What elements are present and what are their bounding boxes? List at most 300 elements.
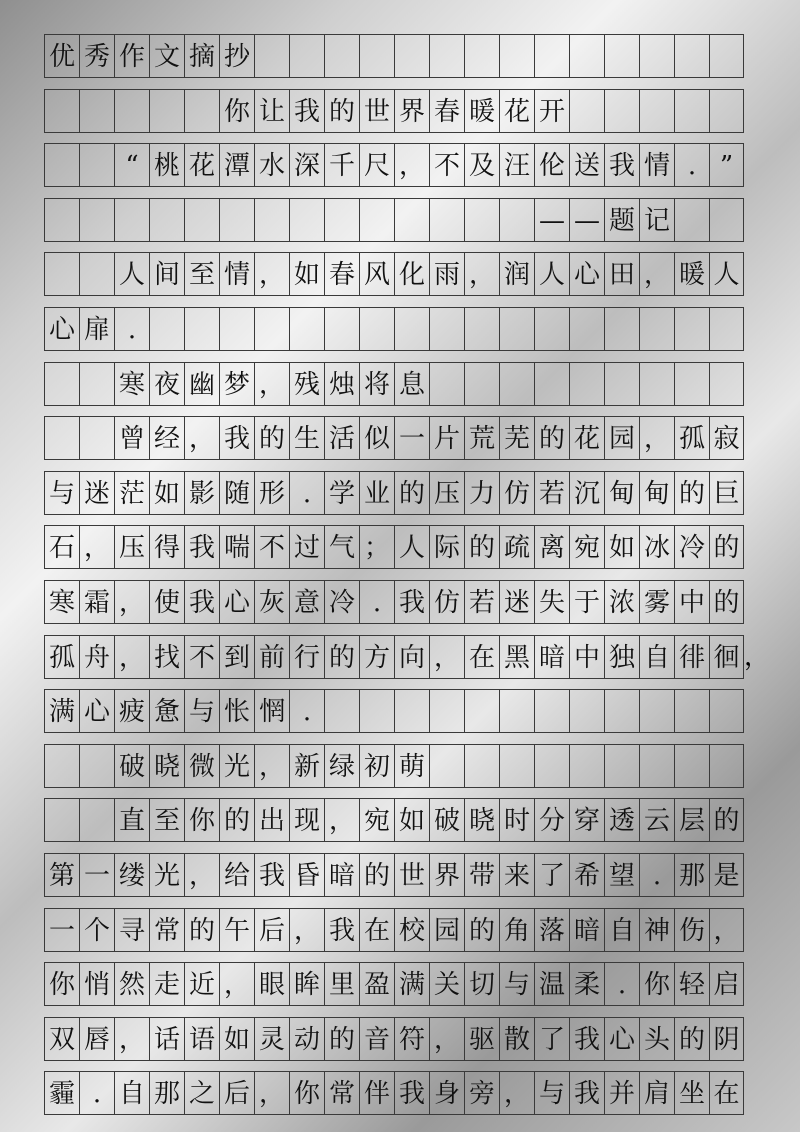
grid-cell: 学: [324, 471, 359, 515]
grid-cell: 息: [394, 362, 429, 406]
grid-cell: 开: [534, 89, 569, 133]
grid-row: [44, 798, 744, 842]
grid-cell: 暗: [534, 635, 569, 679]
grid-cell: [569, 34, 604, 78]
grid-cell: 我: [184, 580, 219, 624]
grid-cell: 云: [639, 798, 674, 842]
grid-cell: ，: [464, 252, 499, 296]
grid-cell: [114, 89, 149, 133]
grid-cell: [534, 689, 569, 733]
grid-cell: 春: [324, 252, 359, 296]
grid-cell: ，: [114, 635, 149, 679]
grid-cell: 之: [184, 1071, 219, 1115]
grid-cell: [604, 34, 639, 78]
grid-cell: .: [604, 962, 639, 1006]
grid-cell: 晓: [149, 744, 184, 788]
grid-cell: 失: [534, 580, 569, 624]
grid-cell: 荒: [464, 416, 499, 460]
grid-cell: [289, 34, 324, 78]
grid-row: [44, 252, 744, 296]
grid-cell: 甸: [604, 471, 639, 515]
grid-cell: 我: [394, 1071, 429, 1115]
grid-cell: 找: [149, 635, 184, 679]
grid-row: [44, 1071, 744, 1115]
grid-cell: 使: [149, 580, 184, 624]
grid-cell: [639, 362, 674, 406]
grid-cell: 人: [114, 252, 149, 296]
grid-cell: 得: [149, 525, 184, 569]
grid-cell: [499, 362, 534, 406]
grid-cell: [639, 89, 674, 133]
grid-cell: 如: [219, 1017, 254, 1061]
grid-cell: 仿: [499, 471, 534, 515]
grid-cell: ，: [184, 416, 219, 460]
grid-cell: 动: [289, 1017, 324, 1061]
grid-row: [44, 307, 744, 351]
grid-cell: 在: [464, 635, 499, 679]
grid-cell: [324, 198, 359, 242]
grid-cell: 压: [429, 471, 464, 515]
grid-cell: ，: [429, 1017, 464, 1061]
grid-cell: [464, 689, 499, 733]
grid-cell: ，: [254, 744, 289, 788]
grid-cell: 的: [219, 798, 254, 842]
grid-cell: 意: [289, 580, 324, 624]
grid-cell: 现: [289, 798, 324, 842]
grid-cell: 冰: [639, 525, 674, 569]
grid-cell: 层: [674, 798, 709, 842]
grid-cell: ，: [429, 635, 464, 679]
grid-cell: 时: [499, 798, 534, 842]
grid-cell: 语: [184, 1017, 219, 1061]
grid-cell: 至: [149, 798, 184, 842]
grid-cell: [44, 798, 79, 842]
grid-cell: 中: [569, 635, 604, 679]
grid-cell: [254, 198, 289, 242]
grid-cell: 界: [429, 853, 464, 897]
grid-cell: [44, 143, 79, 187]
grid-cell: ，: [394, 143, 429, 187]
grid-cell: 灵: [254, 1017, 289, 1061]
grid-cell: [674, 198, 709, 242]
grid-cell: [79, 252, 114, 296]
grid-cell: .: [639, 853, 674, 897]
grid-cell: [324, 34, 359, 78]
grid-cell: [219, 307, 254, 351]
grid-cell: 你: [639, 962, 674, 1006]
grid-cell: 满: [394, 962, 429, 1006]
grid-cell: 风: [359, 252, 394, 296]
grid-cell: [79, 198, 114, 242]
grid-cell: [499, 689, 534, 733]
grid-cell: ，: [79, 525, 114, 569]
grid-cell: 如: [604, 525, 639, 569]
grid-cell: 片: [429, 416, 464, 460]
grid-cell: ，: [219, 962, 254, 1006]
grid-cell: 千: [324, 143, 359, 187]
grid-cell: 伴: [359, 1071, 394, 1115]
grid-cell: 茫: [114, 471, 149, 515]
grid-cell: 暗: [324, 853, 359, 897]
grid-cell: [709, 362, 744, 406]
grid-cell: 你: [289, 1071, 324, 1115]
grid-cell: [429, 307, 464, 351]
grid-cell: .: [114, 307, 149, 351]
grid-row: [44, 89, 744, 133]
grid-cell: 旁: [464, 1071, 499, 1115]
grid-cell: 我: [604, 143, 639, 187]
grid-cell: 田: [604, 252, 639, 296]
grid-cell: 甸: [639, 471, 674, 515]
grid-cell: 不: [429, 143, 464, 187]
grid-cell: [464, 362, 499, 406]
grid-cell: 世: [394, 853, 429, 897]
grid-cell: 作: [114, 34, 149, 78]
grid-cell: 霜: [79, 580, 114, 624]
grid-cell: 悄: [79, 962, 114, 1006]
grid-cell: 巨: [709, 471, 744, 515]
grid-cell: 独: [604, 635, 639, 679]
grid-cell: [79, 143, 114, 187]
grid-cell: 寒: [44, 580, 79, 624]
grid-row: [44, 635, 771, 679]
grid-cell: 不: [254, 525, 289, 569]
grid-row: [44, 908, 744, 952]
grid-cell: [429, 362, 464, 406]
grid-row: [44, 471, 744, 515]
grid-cell: 烛: [324, 362, 359, 406]
grid-cell: 如: [149, 471, 184, 515]
grid-cell: ，: [709, 908, 744, 952]
grid-cell: 轻: [674, 962, 709, 1006]
grid-cell: 在: [359, 908, 394, 952]
grid-cell: 的: [709, 798, 744, 842]
grid-cell: 温: [534, 962, 569, 1006]
grid-cell: 孤: [674, 416, 709, 460]
grid-cell: 来: [499, 853, 534, 897]
grid-cell: 幽: [184, 362, 219, 406]
grid-cell: 花: [184, 143, 219, 187]
grid-cell: 与: [534, 1071, 569, 1115]
grid-cell: 喘: [219, 525, 254, 569]
grid-cell: [569, 89, 604, 133]
grid-cell: [429, 689, 464, 733]
grid-cell: 抄: [219, 34, 254, 78]
grid-cell: 迷: [499, 580, 534, 624]
grid-cell: ，: [254, 252, 289, 296]
grid-row: [44, 689, 744, 733]
grid-cell: [324, 307, 359, 351]
grid-cell: [674, 34, 709, 78]
grid-cell: 化: [394, 252, 429, 296]
grid-cell: ；: [359, 525, 394, 569]
grid-cell: 情: [219, 252, 254, 296]
grid-cell: 关: [429, 962, 464, 1006]
grid-cell: 前: [254, 635, 289, 679]
grid-cell: 与: [184, 689, 219, 733]
grid-cell: 穿: [569, 798, 604, 842]
grid-cell: 业: [359, 471, 394, 515]
grid-cell: [639, 307, 674, 351]
grid-cell: .: [674, 143, 709, 187]
grid-cell: 校: [394, 908, 429, 952]
grid-cell: [149, 89, 184, 133]
grid-cell: [219, 198, 254, 242]
grid-cell: 望: [604, 853, 639, 897]
grid-cell: 界: [394, 89, 429, 133]
grid-cell: ，: [184, 853, 219, 897]
grid-cell: 怅: [219, 689, 254, 733]
grid-cell: 光: [219, 744, 254, 788]
grid-cell: 近: [184, 962, 219, 1006]
grid-cell: 摘: [184, 34, 219, 78]
grid-cell: 宛: [569, 525, 604, 569]
grid-cell: 水: [254, 143, 289, 187]
grid-cell: 伦: [534, 143, 569, 187]
grid-cell: 我: [289, 89, 324, 133]
grid-cell: 并: [604, 1071, 639, 1115]
grid-cell: 我: [219, 416, 254, 460]
grid-cell: 眸: [289, 962, 324, 1006]
grid-cell: ，: [639, 252, 674, 296]
grid-cell: 眼: [254, 962, 289, 1006]
grid-cell: 石: [44, 525, 79, 569]
grid-cell: 常: [324, 1071, 359, 1115]
grid-cell: [464, 34, 499, 78]
grid-cell: [394, 689, 429, 733]
grid-cell: 第: [44, 853, 79, 897]
grid-cell: 冷: [674, 525, 709, 569]
grid-cell: 方: [359, 635, 394, 679]
grid-cell: [674, 307, 709, 351]
grid-cell: [709, 744, 744, 788]
grid-cell: .: [289, 471, 324, 515]
grid-cell: [359, 34, 394, 78]
grid-cell: 伤: [674, 908, 709, 952]
grid-cell: 直: [114, 798, 149, 842]
grid-cell: 的: [324, 635, 359, 679]
grid-cell: 你: [44, 962, 79, 1006]
grid-cell: 肩: [639, 1071, 674, 1115]
grid-cell: 尺: [359, 143, 394, 187]
grid-cell: [394, 198, 429, 242]
grid-cell: 自: [114, 1071, 149, 1115]
grid-cell: 灰: [254, 580, 289, 624]
grid-cell: 你: [219, 89, 254, 133]
grid-cell: 我: [254, 853, 289, 897]
grid-cell: 话: [149, 1017, 184, 1061]
grid-cell: 我: [184, 525, 219, 569]
grid-cell: [569, 744, 604, 788]
grid-cell: 及: [464, 143, 499, 187]
grid-cell: 际: [429, 525, 464, 569]
grid-cell: 的: [534, 416, 569, 460]
grid-cell: 将: [359, 362, 394, 406]
grid-cell: [534, 34, 569, 78]
grid-cell: ，: [289, 908, 324, 952]
grid-cell: [464, 307, 499, 351]
grid-cell: 昏: [289, 853, 324, 897]
grid-cell: 与: [44, 471, 79, 515]
grid-cell: 深: [289, 143, 324, 187]
grid-cell: 暖: [464, 89, 499, 133]
grid-cell: 优: [44, 34, 79, 78]
grid-cell: [429, 198, 464, 242]
grid-cell: 微: [184, 744, 219, 788]
grid-cell: 然: [114, 962, 149, 1006]
grid-cell: 寻: [114, 908, 149, 952]
grid-cell: 符: [394, 1017, 429, 1061]
grid-cell: 缕: [114, 853, 149, 897]
grid-cell: 迷: [79, 471, 114, 515]
grid-cell: 的: [464, 908, 499, 952]
grid-row: [44, 416, 744, 460]
grid-cell: 头: [639, 1017, 674, 1061]
grid-cell: 至: [184, 252, 219, 296]
grid-cell: 坐: [674, 1071, 709, 1115]
grid-row: [44, 525, 744, 569]
grid-cell: 在: [709, 1071, 744, 1115]
grid-cell: 过: [289, 525, 324, 569]
grid-cell: 的: [254, 416, 289, 460]
grid-cell: .: [289, 689, 324, 733]
grid-cell: 一: [44, 908, 79, 952]
grid-cell: [394, 307, 429, 351]
grid-cell: 午: [219, 908, 254, 952]
grid-cell: 了: [534, 853, 569, 897]
grid-cell: 后: [219, 1071, 254, 1115]
grid-cell: 压: [114, 525, 149, 569]
grid-cell: 中: [674, 580, 709, 624]
grid-cell: 芜: [499, 416, 534, 460]
grid-cell: [359, 689, 394, 733]
grid-cell: 那: [674, 853, 709, 897]
grid-cell: 润: [499, 252, 534, 296]
grid-cell: [464, 744, 499, 788]
grid-cell: —: [534, 198, 569, 242]
grid-cell: 心: [219, 580, 254, 624]
grid-row: [44, 198, 744, 242]
grid-cell: [674, 362, 709, 406]
grid-cell: 的: [359, 853, 394, 897]
grid-cell: 的: [184, 908, 219, 952]
grid-cell: 唇: [79, 1017, 114, 1061]
grid-cell: 的: [324, 1017, 359, 1061]
grid-cell: 散: [499, 1017, 534, 1061]
grid-cell: [149, 198, 184, 242]
grid-cell: 徊: [709, 635, 744, 679]
grid-cell: [709, 689, 744, 733]
grid-cell: [534, 362, 569, 406]
grid-cell: ，: [324, 798, 359, 842]
grid-cell: [429, 744, 464, 788]
grid-cell: [254, 34, 289, 78]
grid-cell: 潭: [219, 143, 254, 187]
grid-cell: [359, 198, 394, 242]
grid-row: [44, 1017, 744, 1061]
grid-cell: 启: [709, 962, 744, 1006]
grid-cell: [604, 689, 639, 733]
grid-cell: 音: [359, 1017, 394, 1061]
grid-cell: 气: [324, 525, 359, 569]
grid-cell: 晓: [464, 798, 499, 842]
grid-cell: [709, 307, 744, 351]
grid-cell: [44, 416, 79, 460]
grid-cell: 于: [569, 580, 604, 624]
grid-cell: [289, 198, 324, 242]
grid-cell: 破: [429, 798, 464, 842]
grid-cell: 柔: [569, 962, 604, 1006]
grid-cell: 破: [114, 744, 149, 788]
grid-cell: —: [569, 198, 604, 242]
grid-cell: [639, 744, 674, 788]
grid-cell: 切: [464, 962, 499, 1006]
grid-cell: 驱: [464, 1017, 499, 1061]
grid-cell: [499, 34, 534, 78]
grid-cell: 汪: [499, 143, 534, 187]
grid-cell: [499, 198, 534, 242]
grid-cell: [184, 198, 219, 242]
grid-cell: 给: [219, 853, 254, 897]
grid-cell: 园: [429, 908, 464, 952]
grid-cell: 了: [534, 1017, 569, 1061]
grid-cell: 如: [394, 798, 429, 842]
grid-cell: [44, 252, 79, 296]
grid-cell: [674, 744, 709, 788]
grid-cell: [184, 307, 219, 351]
grid-cell: 新: [289, 744, 324, 788]
grid-cell: [674, 89, 709, 133]
grid-cell: [289, 307, 324, 351]
grid-cell: 一: [394, 416, 429, 460]
grid-cell: [604, 307, 639, 351]
grid-row: [44, 362, 744, 406]
grid-cell: 影: [184, 471, 219, 515]
grid-row: [44, 34, 744, 78]
grid-cell: 自: [639, 635, 674, 679]
grid-cell: [79, 89, 114, 133]
grid-cell: 的: [709, 580, 744, 624]
grid-cell: 的: [674, 1017, 709, 1061]
grid-cell: 是: [709, 853, 744, 897]
grid-cell: 心: [604, 1017, 639, 1061]
grid-cell: [499, 744, 534, 788]
grid-cell: [429, 34, 464, 78]
grid-cell: 秀: [79, 34, 114, 78]
grid-cell: 我: [324, 908, 359, 952]
grid-cell: 霾: [44, 1071, 79, 1115]
grid-cell: [79, 362, 114, 406]
grid-cell: 离: [534, 525, 569, 569]
grid-cell: 到: [219, 635, 254, 679]
grid-cell: .: [359, 580, 394, 624]
grid-cell: 力: [464, 471, 499, 515]
grid-cell: [44, 198, 79, 242]
grid-cell: 心: [569, 252, 604, 296]
grid-cell: 经: [149, 416, 184, 460]
grid-cell: 花: [499, 89, 534, 133]
grid-cell: [394, 34, 429, 78]
grid-cell: [639, 34, 674, 78]
grid-cell: [149, 307, 184, 351]
grid-row: [44, 744, 744, 788]
overflow-punctuation: ，: [744, 641, 771, 672]
grid-cell: 世: [359, 89, 394, 133]
grid-cell: 阴: [709, 1017, 744, 1061]
grid-cell: 盈: [359, 962, 394, 1006]
grid-cell: [44, 744, 79, 788]
grid-cell: 仿: [429, 580, 464, 624]
